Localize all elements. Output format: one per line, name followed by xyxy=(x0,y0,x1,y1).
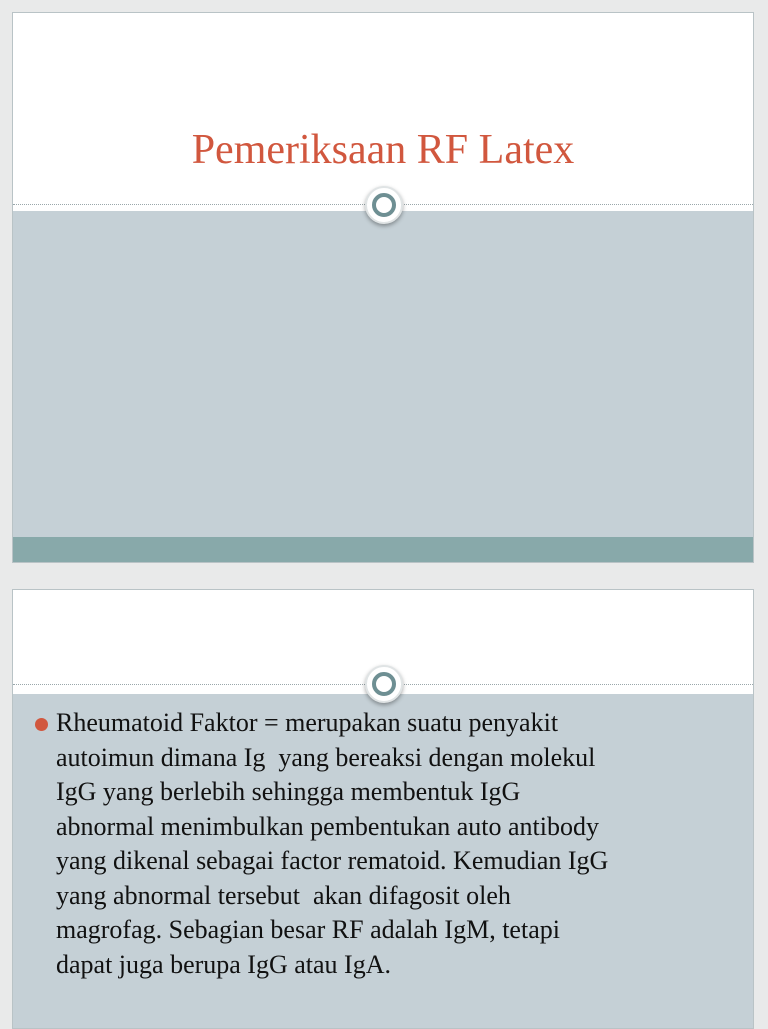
bullet-line: magrofag. Sebagian besar RF adalah IgM, tetapi xyxy=(56,915,560,944)
bullet-line: IgG yang berlebih sehingga membentuk IgG xyxy=(56,777,521,806)
bullet-line: autoimun dimana Ig yang bereaksi dengan molekul xyxy=(56,742,596,772)
bullet-line: dapat juga berupa IgG atau IgA. xyxy=(56,949,391,979)
footer-bar xyxy=(13,537,753,563)
bullet-line: yang dikenal sebagai factor rematoid. Kemudian IgG xyxy=(56,846,609,875)
bullet-item xyxy=(35,706,735,982)
bullet-text xyxy=(35,706,735,982)
content-band xyxy=(13,211,753,537)
slide-title xyxy=(12,12,754,563)
circle-ring-icon xyxy=(365,665,403,703)
bullet-line: abnormal menimbulkan pembentukan auto antibody xyxy=(56,811,599,841)
circle-ring-icon xyxy=(365,186,403,224)
slide-title-heading: Pemeriksaan RF Latex xyxy=(191,127,575,173)
bullet-dot-icon xyxy=(35,718,48,731)
slide-content xyxy=(12,589,754,1029)
bullet-line: yang abnormal tersebut akan difagosit oleh xyxy=(56,880,511,910)
bullet-line: Rheumatoid Faktor = merupakan suatu penyakit xyxy=(56,708,559,737)
